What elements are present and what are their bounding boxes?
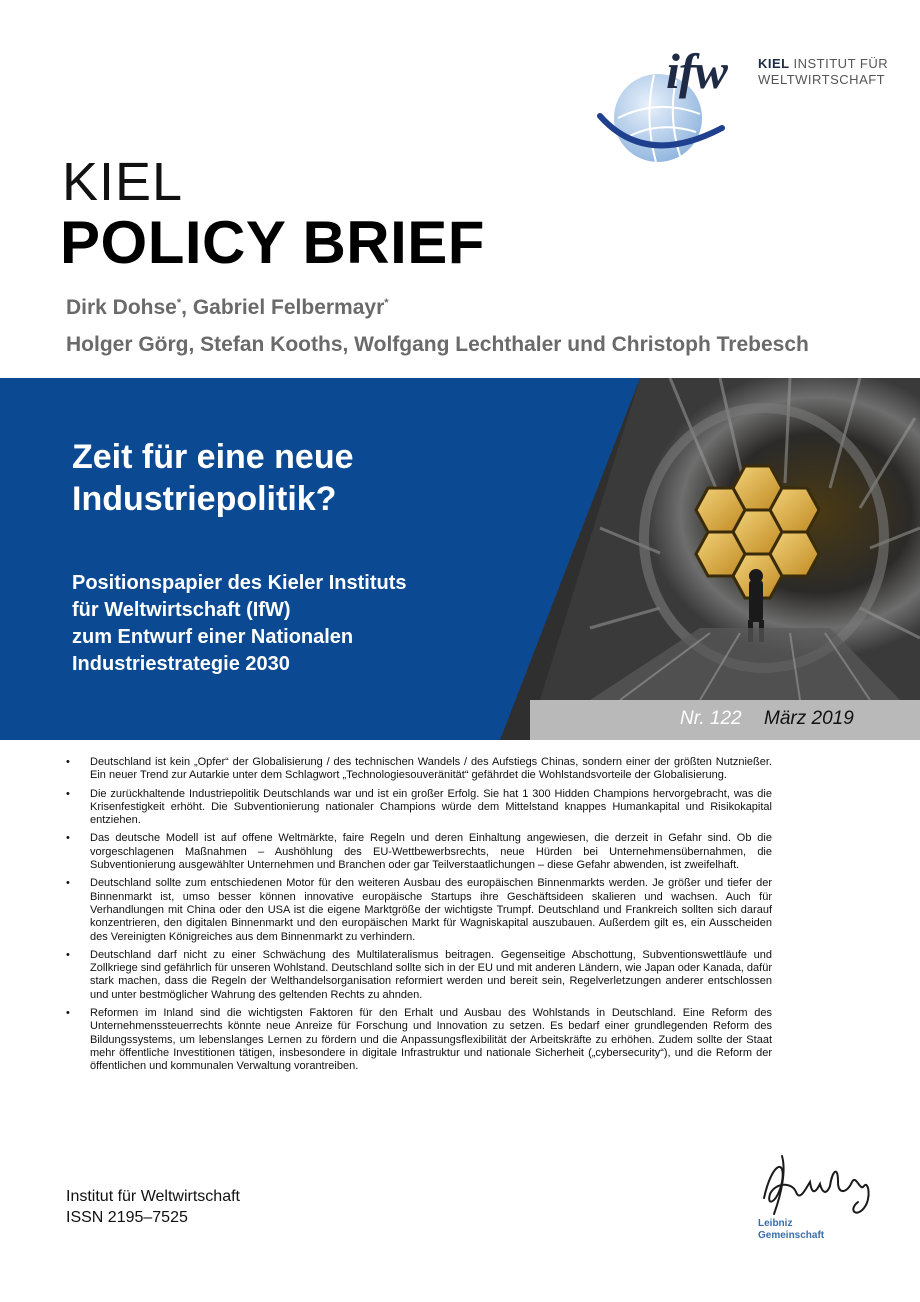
bullet-glyph: • — [66, 832, 70, 845]
bullet-glyph: • — [66, 877, 70, 890]
logo-kiel: KIEL — [758, 56, 790, 71]
issue-strip — [530, 700, 920, 740]
telescope-mirror-photo — [0, 378, 920, 740]
headline-line-2: Industriepolitik? — [72, 480, 337, 518]
author-sep: , — [181, 296, 193, 319]
list-item — [66, 756, 772, 783]
bullet-glyph: • — [66, 1007, 70, 1020]
bullet-text: Deutschland darf nicht zu einer Schwächung des Multilateralismus beitragen. Gegenseitige Abschottung, Subventionswettläufe und Zollkriege sind gefährlich für unseren Wohlstand. Deutschland sollte sich in der EU und mit anderen Ländern, wie Japan oder Kanada, dafür stark machen, dass die Regeln der Welthandelsorganisation reformiert werden und bereit sein, Regelverletzungen anderer entschlossen und unter bestmöglicher Wahrung des geltenden Rechts zu ahnden. — [90, 948, 772, 1001]
brief-headline — [72, 436, 532, 520]
footer-issn: ISSN 2195–7525 — [66, 1209, 188, 1226]
bullet-text: Die zurückhaltende Industriepolitik Deutschlands war und ist ein großer Erfolg. Sie hat 1 300 Hidden Champions hervorgebracht, was die Krisenfestigkeit erhöht. Die Subventionierung nationaler Champions würde dem Mittelstand knappes Humankapital und Risikokapital entziehen. — [90, 787, 772, 827]
title-banner — [0, 378, 920, 740]
author-mark: * — [384, 297, 389, 309]
list-item — [66, 877, 772, 943]
key-points-list — [66, 756, 772, 1079]
leibniz-signature-icon — [752, 1152, 882, 1222]
bullet-text: Deutschland sollte zum entschiedenen Motor für den weiteren Ausbau des europäischen Binnenmarkts werden. Je größer und tiefer der Binnenmarkt ist, umso besser können innovative europäische Startups ihre Geschäftsideen skalieren und wachsen. Auch für Verhandlungen mit China oder den USA ist die eigene Marktgröße der wichtigste Trumpf. Deutschland und Frankreich sollten sich darauf konzentrieren, den digitalen Binnenmarkt und den europäischen Markt für Wagniskapital auszubauen. Außerdem gilt es, ein Ausscheiden des Vereinigten Königreiches aus dem Binnenmarkt zu verhindern. — [90, 877, 772, 943]
logo-mark: ifw — [666, 43, 727, 99]
issue-date: März 2019 — [764, 708, 854, 729]
brief-subline — [72, 570, 542, 678]
leibniz-logo — [752, 1152, 882, 1252]
list-item — [66, 832, 772, 872]
author-mark: * — [176, 297, 182, 309]
list-item — [66, 949, 772, 1002]
subline-line-4: Industriestrategie 2030 — [72, 653, 290, 675]
bullet-text: Das deutsche Modell ist auf offene Weltmärkte, faire Regeln und deren Einhaltung angewiesen, die derzeit in Gefahr sind. Ob die vorgeschlagenen Maßnahmen – Aushöhlung des EU-Wettbewerbsrechts, neue Hürden bei Unternehmensübernahmen, die Subventionierung ausgewählter Unternehmen und Branchen oder gar Teilverstaatlichungen – diese Gefahr abwenden, ist zweifelhaft. — [90, 832, 772, 872]
bullet-text: Reformen im Inland sind die wichtigsten Faktoren für den Erhalt und Ausbau des Wohlstands in Deutschland. Eine Reform des Unternehmenssteuerrechts könnte neue Anreize für Forschung und Innovation zu setzen. Es bedarf einer grundlegenden Reform des Bildungssystems, um lebenslanges Lernen zu fördern und die Anpassungsflexibilität der Arbeitskräfte zu erhöhen. Zudem sollte der Staat mehr öffentliche Investitionen tätigen, insbesondere in digitale Infrastruktur und nationale Sicherheit („cybersecurity“), und die Reform der öffentlichen und kommunalen Verwaltung vorantreiben. — [90, 1007, 772, 1073]
author-felbermayr: Gabriel Felbermayr — [192, 296, 385, 319]
bullet-glyph: • — [66, 787, 70, 800]
logo-text — [758, 56, 888, 88]
series-policy-brief: POLICY BRIEF — [60, 209, 485, 276]
footer-institute: Institut für Weltwirtschaft — [66, 1188, 240, 1205]
headline-line-1: Zeit für eine neue — [72, 438, 354, 476]
series-kiel: KIEL — [62, 152, 184, 212]
author-dohse: Dirk Dohse — [66, 296, 177, 319]
authors-line-1 — [66, 296, 389, 320]
leibniz-wordmark — [758, 1218, 824, 1242]
subline-line-2: für Weltwirtschaft (IfW) — [72, 599, 291, 621]
ifw-logo — [596, 40, 906, 170]
footer — [66, 1186, 240, 1228]
logo-weltwirtschaft: WELTWIRTSCHAFT — [758, 72, 886, 87]
subline-line-3: zum Entwurf einer Nationalen — [72, 626, 354, 648]
authors-line-2: Holger Görg, Stefan Kooths, Wolfgang Lechthaler und Christoph Trebesch — [66, 333, 809, 356]
list-item — [66, 788, 772, 828]
bullet-glyph: • — [66, 948, 70, 961]
issue-number: Nr. 122 — [680, 708, 742, 729]
leibniz-line-2: Gemeinschaft — [758, 1230, 825, 1241]
leibniz-line-1: Leibniz — [758, 1218, 793, 1229]
bullet-glyph: • — [66, 756, 70, 768]
list-item — [66, 1007, 772, 1073]
bullet-text: Deutschland ist kein „Opfer“ der Globalisierung / des technischen Wandels / des Aufstiegs Chinas, sondern einer der größten Nutznießer. Ein neuer Trend zur Autarkie unter dem Schlagwort „Technologiesouveränität“ gefährdet die Wohlstandsvorteile der Globalisierung. — [90, 756, 772, 782]
subline-line-1: Positionspapier des Kieler Instituts — [72, 572, 407, 594]
logo-institut: INSTITUT FÜR — [793, 56, 889, 71]
